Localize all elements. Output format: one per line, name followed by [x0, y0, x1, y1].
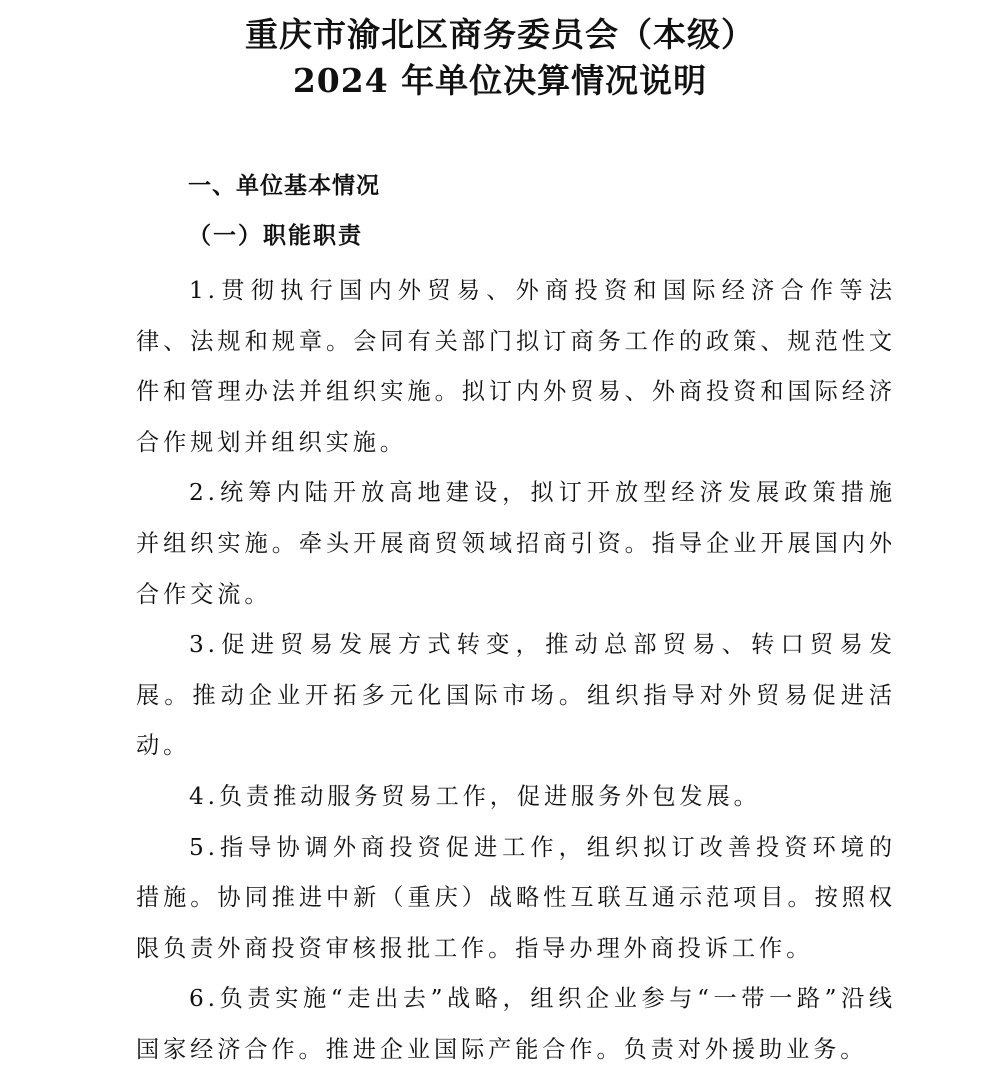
- subsection-heading: （一）职能职责: [188, 222, 363, 249]
- section-heading: 一、单位基本情况: [188, 173, 380, 199]
- duty-paragraph-6: 6.负责实施“走出去”战略，组织企业参与“一带一路”沿线国家经济合作。推进企业国际产能合作。负责对外援助业务。: [136, 985, 896, 1063]
- duty-paragraph-4: 4.负责推动服务贸易工作，促进服务外包发展。: [189, 782, 761, 810]
- document-title-line-2: 2024 年单位决算情况说明: [292, 61, 708, 100]
- duty-paragraph-3: 3.促进贸易发展方式转变，推动总部贸易、转口贸易发展。推动企业开拓多元化国际市场。组织指导对外贸易促进活动。: [136, 631, 896, 760]
- duty-paragraph-2: 2.统筹内陆开放高地建设，拟订开放型经济发展政策措施并组织实施。牵头开展商贸领域招商引资。指导企业开展国内外合作交流。: [136, 479, 896, 608]
- duty-paragraph-5: 5.指导协调外商投资促进工作，组织拟订改善投资环境的措施。协同推进中新（重庆）战略性互联互通示范项目。按照权限负责外商投资审核报批工作。指导办理外商投诉工作。: [136, 833, 896, 962]
- document-title-line-1: 重庆市渝北区商务委员会（本级）: [245, 15, 755, 54]
- duties-list: [136, 266, 896, 1076]
- duty-paragraph-1: 1.贯彻执行国内外贸易、外商投资和国际经济合作等法律、法规和规章。会同有关部门拟订商务工作的政策、规范性文件和管理办法并组织实施。拟订内外贸易、外商投资和国际经济合作规划并组织实施。: [136, 277, 896, 456]
